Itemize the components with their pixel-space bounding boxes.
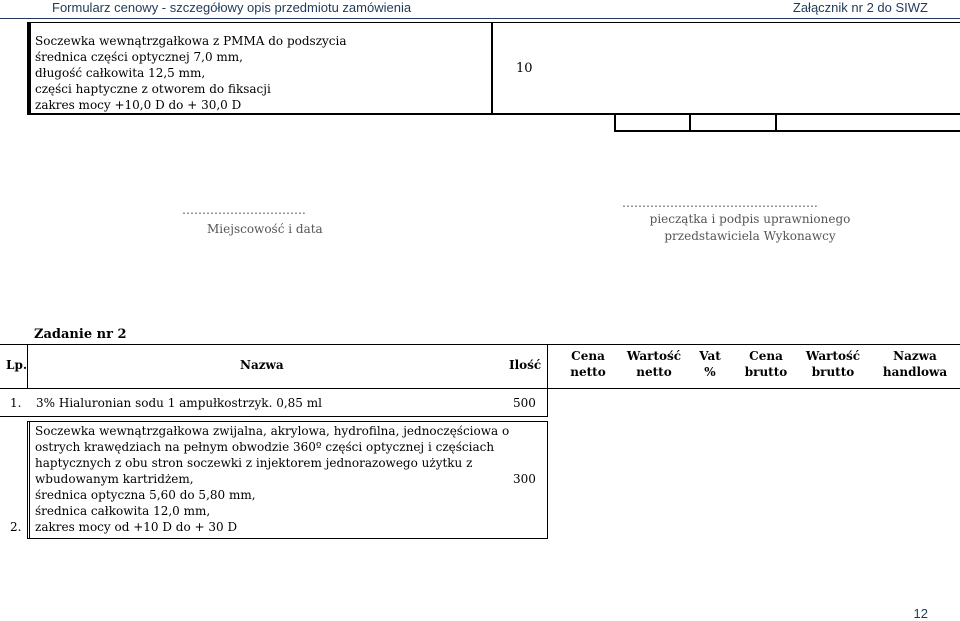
page-number: 12 (913, 606, 928, 621)
place-dots: …………………………. (182, 203, 306, 217)
task-title: Zadanie nr 2 (34, 327, 127, 342)
name-line: wbudowanym kartridżem, (35, 472, 194, 486)
place-label: Miejscowość i data (207, 222, 323, 236)
name-line: średnica optyczna 5,60 do 5,80 mm, (35, 488, 256, 502)
signature-label-1: pieczątka i podpis uprawnionego (649, 212, 851, 226)
signature-dots: …………………………………………. (622, 196, 818, 210)
description-line: zakres mocy +10,0 D do + 30,0 D (35, 98, 242, 112)
row-lp: 2. (10, 520, 22, 534)
header-left: Formularz cenowy - szczegółowy opis przedmiotu zamówienia (52, 0, 412, 15)
name-line: zakres mocy od +10 D do + 30 D (35, 520, 238, 534)
col-lp: Lp. (6, 358, 28, 372)
header-right: Załącznik nr 2 do SIWZ (792, 0, 928, 15)
col-nazwa-handlowa-line2: handlowa (882, 365, 948, 379)
signature-label-2: przedstawiciela Wykonawcy (664, 229, 836, 243)
name-line: ostrych krawędziach na pełnym obwodzie 360º części optycznej i częściach (35, 440, 495, 454)
col-nazwa-handlowa (876, 349, 954, 379)
col-vat (694, 349, 726, 379)
row-name (35, 423, 509, 535)
col-cena-brutto-line2: brutto (744, 365, 788, 379)
col-nazwa: Nazwa (240, 358, 284, 372)
description-line: Soczewka wewnątrzgałkowa z PMMA do podszycia (35, 34, 347, 48)
col-cena-netto (560, 349, 616, 379)
col-nazwa-handlowa-line1: Nazwa (893, 349, 937, 363)
col-wartosc-netto-line1: Wartość (626, 349, 682, 363)
row-qty: 300 (513, 472, 536, 486)
col-cena-netto-line2: netto (570, 365, 606, 379)
row-name: 3% Hialuronian sodu 1 ampułkostrzyk. 0,85 ml (36, 396, 322, 410)
description-line: długość całkowita 12,5 mm, (35, 66, 206, 80)
col-cena-netto-line1: Cena (571, 349, 605, 363)
col-cena-brutto-line1: Cena (749, 349, 783, 363)
col-wartosc-netto-line2: netto (636, 365, 672, 379)
col-wartosc-brutto-line2: brutto (811, 365, 855, 379)
top-item-quantity: 10 (516, 61, 533, 76)
top-item-description (35, 33, 347, 113)
col-cena-brutto (736, 349, 796, 379)
col-wartosc-brutto-line1: Wartość (805, 349, 861, 363)
name-line: Soczewka wewnątrzgałkowa zwijalna, akrylowa, hydrofilna, jednoczęściowa o (35, 424, 510, 438)
col-vat-line1: Vat (699, 349, 721, 363)
header-divider (0, 18, 960, 19)
name-line: haptycznych z obu stron soczewki z injektorem jednorazowego użytku z (35, 456, 473, 470)
col-ilosc: Ilość (509, 358, 542, 372)
name-line: średnica całkowita 12,0 mm, (35, 504, 211, 518)
row-lp: 1. (10, 396, 22, 410)
row-qty: 500 (513, 396, 536, 410)
col-vat-line2: % (704, 365, 716, 379)
description-line: średnica części optycznej 7,0 mm, (35, 50, 243, 64)
col-wartosc-brutto (800, 349, 866, 379)
description-line: części haptyczne z otworem do fiksacji (35, 82, 271, 96)
col-wartosc-netto (622, 349, 686, 379)
